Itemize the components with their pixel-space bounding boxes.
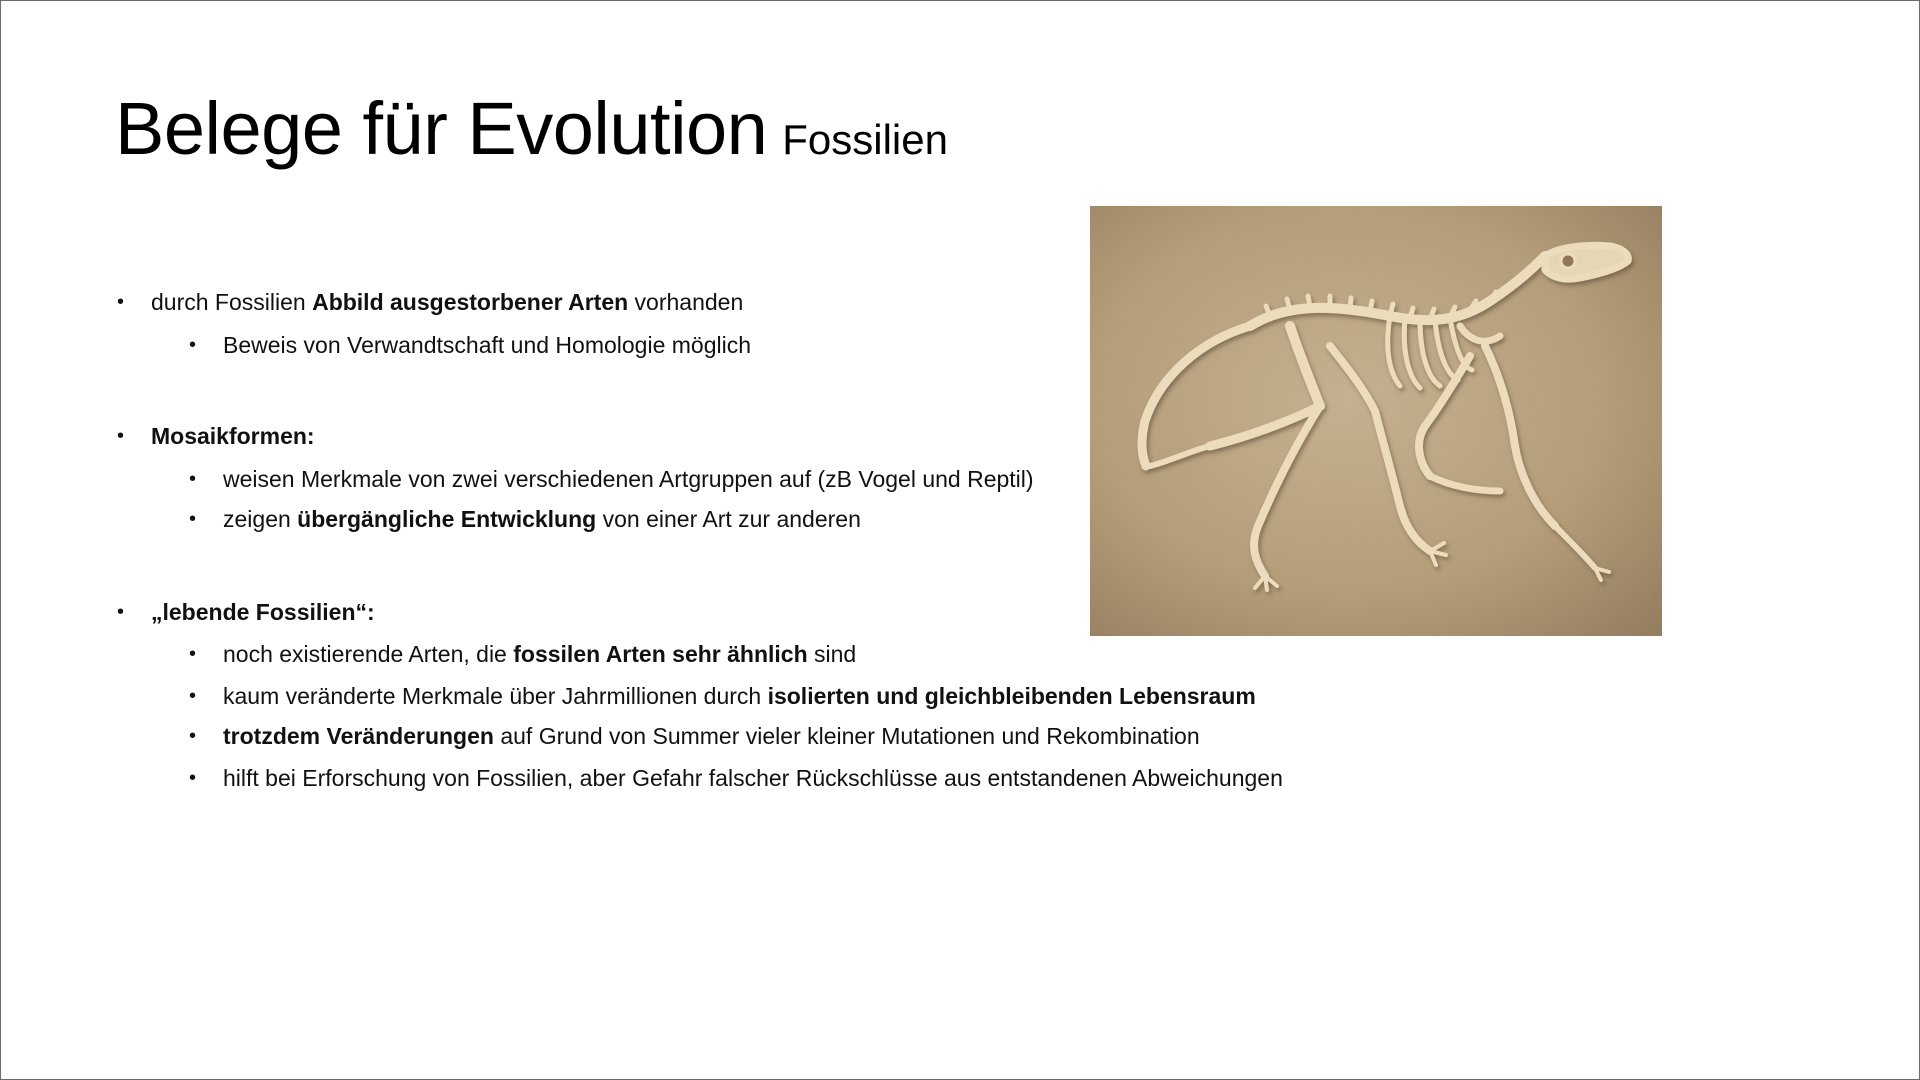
bullet-text: zeigen [223, 506, 298, 532]
bullet-marker: • [189, 725, 197, 747]
bullet-marker: • [189, 508, 197, 530]
bullet-marker: • [189, 643, 197, 665]
bullet-marker: • [189, 767, 197, 789]
bullet-text-bold: trotzdem Veränderungen [223, 723, 494, 749]
bullet-text: noch existierende Arten, die [223, 641, 514, 667]
bullet-text: kaum veränderte Merkmale über Jahrmillionen durch [223, 683, 768, 709]
bullet-marker: • [117, 601, 125, 623]
bullet-text: hilft bei Erforschung von Fossilien, aber Gefahr falscher Rückschlüsse aus entstandenen Abweichungen [223, 765, 1283, 791]
sub-bullet-item [189, 721, 1200, 751]
title-main: Belege für Evolution [115, 87, 768, 170]
bullet-marker: • [117, 291, 125, 313]
sub-bullet-item [189, 763, 1283, 793]
bullet-text: sind [807, 641, 857, 667]
bullet-text-bold: „lebende Fossilien“: [151, 599, 375, 625]
bullet-text: durch Fossilien [151, 289, 313, 315]
bullet-item [117, 421, 315, 451]
title-subtitle: Fossilien [782, 116, 948, 163]
bullet-item [117, 287, 744, 317]
bullet-text-bold: Mosaikformen: [151, 423, 315, 449]
sub-bullet-item [189, 681, 1256, 711]
bullet-item [117, 597, 375, 627]
sub-bullet-item [189, 330, 752, 360]
bullet-text: von einer Art zur anderen [596, 506, 861, 532]
bullet-marker: • [189, 685, 197, 707]
bullet-marker: • [189, 334, 197, 356]
bullet-marker: • [117, 425, 125, 447]
bullet-text-bold: fossilen Arten sehr ähnlich [513, 641, 808, 667]
fossil-skeleton-illustration [1090, 206, 1662, 636]
bullet-text-bold: Abbild ausgestorbener Arten [312, 289, 629, 315]
bullet-text-bold: isolierten und gleichbleibenden Lebensraum [767, 683, 1256, 709]
sub-bullet-item [189, 639, 857, 669]
bullet-text: Beweis von Verwandtschaft und Homologie möglich [223, 332, 752, 358]
fossil-photo [1090, 206, 1662, 636]
bullet-text: auf Grund von Summer vieler kleiner Mutationen und Rekombination [493, 723, 1200, 749]
bullet-marker: • [189, 468, 197, 490]
bullet-text: vorhanden [628, 289, 744, 315]
bullet-text-bold: übergängliche Entwicklung [297, 506, 597, 532]
bullet-text: weisen Merkmale von zwei verschiedenen Artgruppen auf (zB Vogel und Reptil) [223, 466, 1034, 492]
sub-bullet-item [189, 464, 1034, 494]
sub-bullet-item [189, 504, 861, 534]
